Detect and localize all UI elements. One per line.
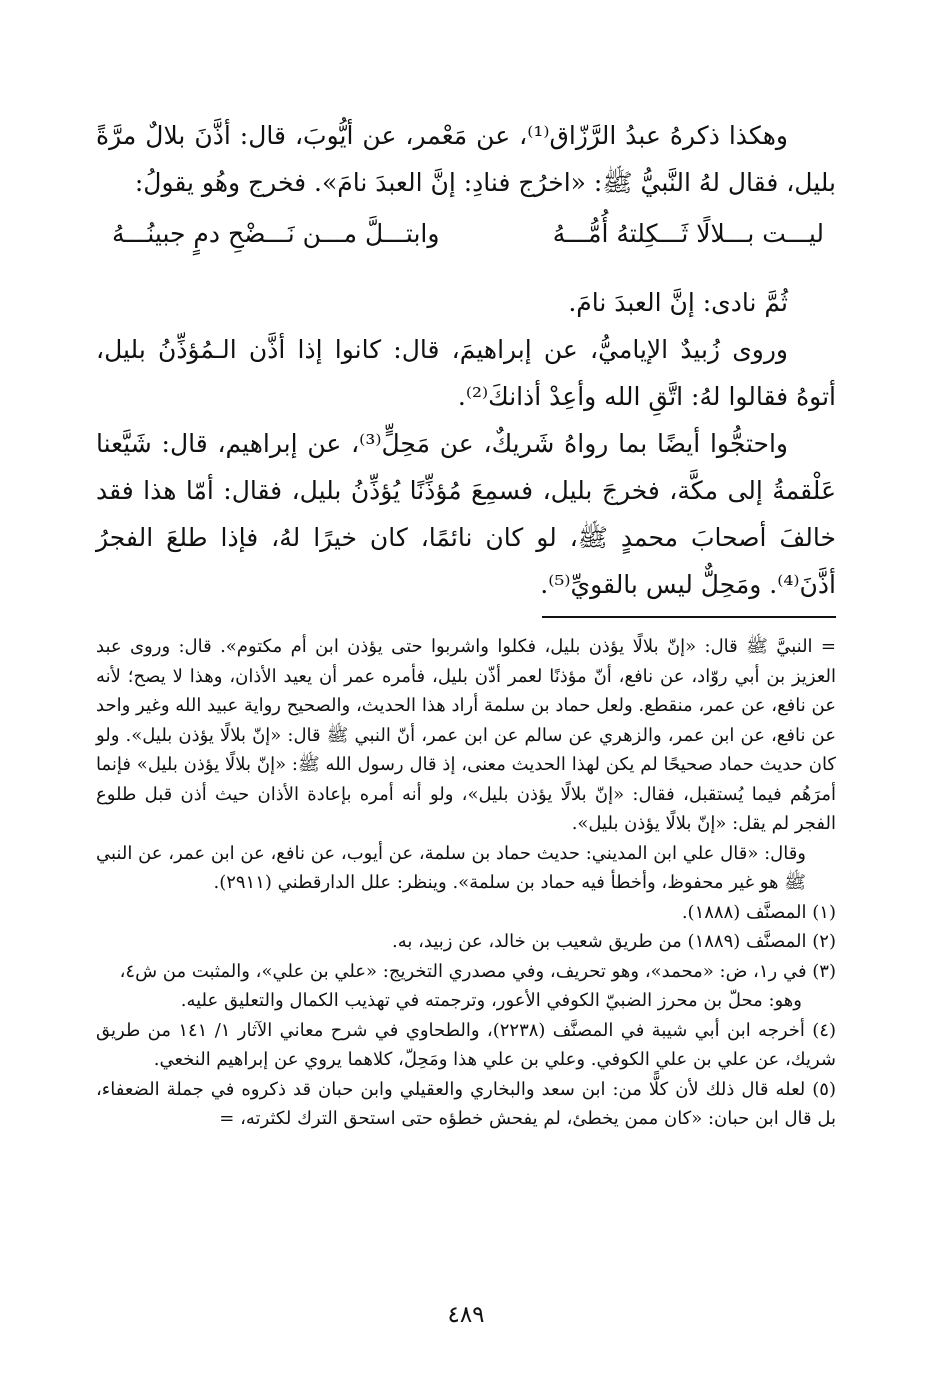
footnote-1: (١) المصنَّف (١٨٨٨). <box>681 901 836 923</box>
footnote-continuation: = النبيَّ ﷺ قال: «إنّ بلالًا يؤذن بليل، فكلوا واشربوا حتى يؤذن ابن أم مكتوم». قال: وروى عبد العزيز بن أبي روّاد، عن نافع، أنّ مؤذنًا لعمر أذّن بليل، فأمره عمر أن يعيد الأذان، وهذا لا يصح؛ لأنه عن نافع، عن عمر، منقطع. ولعل حماد بن سلمة أراد هذا الحديث، والصحيح رواية عبيد الله وغير واحد عن نافع، عن ابن عمر، والزهري عن سالم عن ابن عمر، أنّ النبي ﷺ قال: «إنّ بلالًا يؤذن بليل». ولو كان حديث حماد صحيحًا لم يكن لهذا الحديث معنى، إذ قال رسول الله ﷺ: «إنّ بلالًا يؤذن بليل» فإنما أمرَهُم فيما يُستقبل، فقال: «إنّ بلالًا يؤذن بليل»، ولو أنه أمره بإعادة الأذان حيث أذن قبل طلوع الفجر لم يقل: «إنّ بلالًا يؤذن بليل». <box>96 636 836 834</box>
page-number: ٤٨٩ <box>447 1302 485 1328</box>
footnote-2: (٢) المصنَّف (١٨٨٩) من طريق شعيب بن خالد، عن زبيد، به. <box>391 931 836 952</box>
paragraph-then-called: ثُمَّ نادى: إنَّ العبدَ نامَ. <box>568 288 788 317</box>
footnotes <box>96 632 836 1134</box>
footnote-5: (٥) لعله قال ذلك لأن كلًّا من: ابن سعد والبخاري والعقيلي وابن حبان قد ذكروه في جملة الضعفاء، بل قال ابن حبان: «كان ممن يخطئ، لم يفحش خطؤه حتى استحق الترك لكثرته، = <box>96 1078 836 1129</box>
footnote-3-continued: وهو: محلّ بن محرز الضبيّ الكوفي الأعور، وترجمته في تهذيب الكمال والتعليق عليه. <box>180 990 802 1011</box>
main-text <box>96 112 836 608</box>
paragraph-zubayd: وروى زُبيدٌ الإياميُّ، عن إبراهيمَ، قال: كانوا إذا أذَّن الـمُؤذِّنُ بليل، أتوهُ فقالوا لهُ: اتَّقِ الله وأعِدْ أذانكَ⁽²⁾. <box>96 335 836 411</box>
paragraph-sharik: واحتجُّوا أيضًا بما رواهُ شَريكٌ، عن مَحِلٍّ⁽³⁾، عن إبراهيم، قال: شَيَّعنا عَلْقمةُ إلى مكَّة، فخرجَ بليل، فسمِعَ مُؤذِّنًا يُؤذِّنُ بليل، فقال: أمّا هذا فقد خالفَ أصحابَ محمدٍ ﷺ، لو كان نائمًا، كان خيرًا لهُ، فإذا طلعَ الفجرُ أذَّنَ⁽⁴⁾. ومَحِلٌّ ليس بالقويِّ⁽⁵⁾. <box>96 429 836 599</box>
verse-second-hemistich: وابتـــلَّ مـــن نَـــضْحِ دمٍ جبينُـــهُ <box>112 219 440 248</box>
footnote-continuation-second: وقال: «قال علي ابن المديني: حديث حماد بن سلمة، عن أيوب، عن نافع، عن ابن عمر، عن النبي ﷺ هو غير محفوظ، وأخطأ فيه حماد بن سلمة». وينظر: علل الدارقطني (٢٩١١). <box>96 842 806 893</box>
footnote-4: (٤) أخرجه ابن أبي شيبة في المصنَّف (٢٢٣٨)، والطحاوي في شرح معاني الآثار ١/ ١٤١ من طريق شريك، عن علي بن علي الكوفي. وعلي بن علي هذا ومَحِلّ، كلاهما يروي عن إبراهيم النخعي. <box>96 1019 836 1070</box>
verse-first-hemistich: ليـــت بـــلالًا ثَـــكِلتهُ أُمُّـــهُ <box>552 219 824 248</box>
footnote-separator <box>542 616 836 618</box>
poetry-verse <box>96 206 836 279</box>
footnote-3: (٣) في ر١، ض: «محمد»، وهو تحريف، وفي مصدري التخريج: «علي بن علي»، والمثبت من ش٤، <box>119 960 836 982</box>
paragraph-abdurrazzaq: وهكذا ذكرهُ عبدُ الرَّزّاق⁽¹⁾، عن مَعْمر، عن أيُّوبَ، قال: أذَّنَ بلالٌ مرَّةً بليل، فقال لهُ النَّبيُّ ﷺ: «اخرُج فنادِ: إنَّ العبدَ نامَ». فخرج وهُو يقولُ: <box>96 121 836 197</box>
page-body <box>96 112 836 1134</box>
